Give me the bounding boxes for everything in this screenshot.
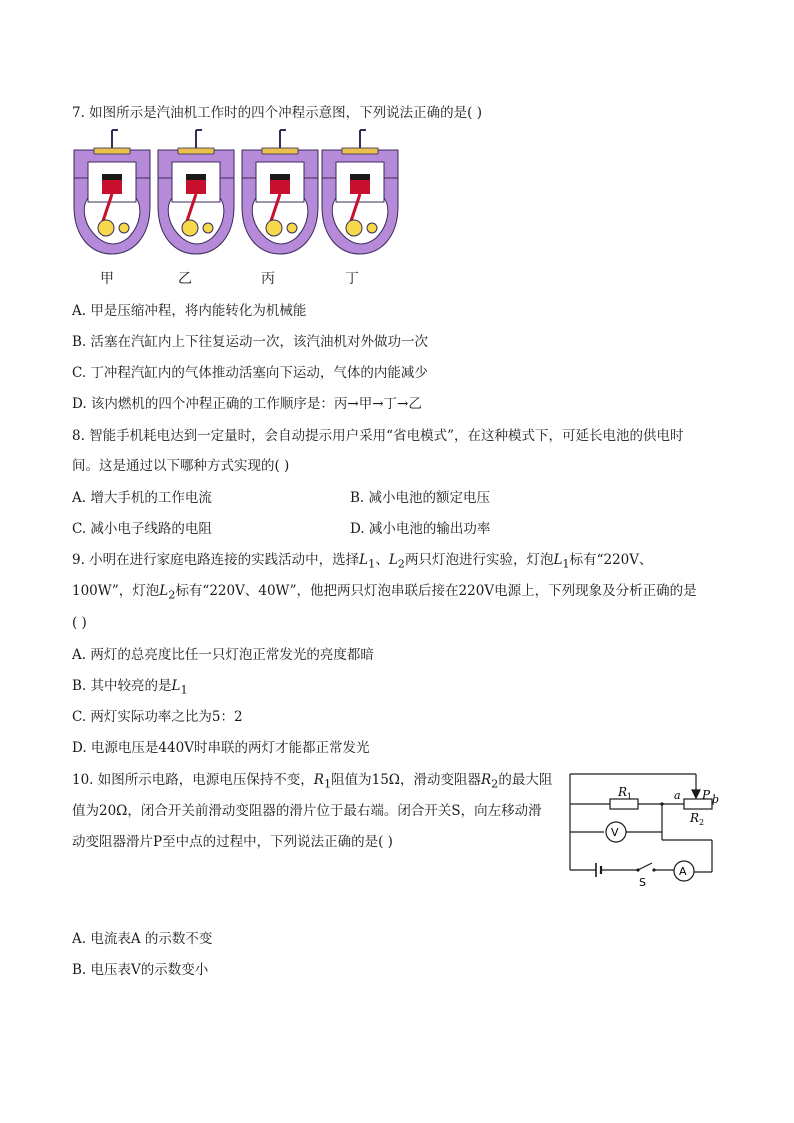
q10-option-a: A. 电流表A 的示数不变 (72, 931, 213, 947)
ammeter-label: A (679, 865, 687, 878)
q9-option-b: B. 其中较亮的是$L_1$ (72, 678, 188, 697)
q7-stem: 7. 如图所示是汽油机工作时的四个冲程示意图，下列说法正确的是( ) (72, 105, 482, 121)
q8-option-a: A. 增大手机的工作电流 (72, 490, 212, 506)
q10-stem-line3: 动变阻器滑片P至中点的过程中，下列说法正确的是( ) (72, 834, 393, 850)
q9-option-a: A. 两灯的总亮度比任一只灯泡正常发光的亮度都暗 (72, 647, 374, 663)
circuit-diagram (566, 770, 720, 889)
engine-label-bing: 丙 (261, 271, 275, 287)
q10-stem-line1: 10. 如图所示电路，电源电压保持不变，$R_1$阻值为15Ω，滑动变阻器$R_2$的最大阻 (72, 772, 553, 791)
q8-option-d: D. 减小电池的输出功率 (350, 521, 491, 537)
engine-label-ding: 丁 (345, 271, 359, 287)
q9-option-d: D. 电源电压是440V时串联的两灯才能都正常发光 (72, 740, 370, 756)
q7-option-c: C. 丁冲程汽缸内的气体推动活塞向下运动，气体的内能减少 (72, 365, 428, 381)
engine-label-jia: 甲 (100, 271, 114, 287)
q8-option-b: B. 减小电池的额定电压 (350, 490, 491, 506)
circuit-r2-label: $R_2$ (690, 811, 705, 827)
q8-stem-line1: 8. 智能手机耗电达到一定量时，会自动提示用户采用“省电模式”，在这种模式下，可延长电池的供电时 (72, 428, 684, 444)
circuit-p-label: P (702, 788, 711, 802)
q7-option-b: B. 活塞在汽缸内上下往复运动一次，该汽油机对外做功一次 (72, 334, 429, 350)
circuit-b-label: b (712, 793, 720, 806)
engine-label-yi: 乙 (178, 271, 192, 287)
q10-option-b: B. 电压表V的示数变小 (72, 962, 209, 978)
q9-stem-line1: 9. 小明在进行家庭电路连接的实践活动中，选择$L_1$、$L_2$两只灯泡进行实验，灯泡$L_1$标有“220V、 (72, 552, 653, 571)
q7-option-d: D. 该内燃机的四个冲程正确的工作顺序是：丙→甲→丁→乙 (72, 396, 422, 412)
q7-option-a: A. 甲是压缩冲程，将内能转化为机械能 (72, 303, 307, 319)
q9-stem-line3: ( ) (72, 615, 87, 631)
engine-strokes-diagram (72, 128, 402, 258)
q8-stem-line2: 间。这是通过以下哪种方式实现的( ) (72, 458, 290, 474)
q9-option-c: C. 两灯实际功率之比为5：2 (72, 709, 243, 725)
circuit-a-label: a (674, 789, 681, 802)
switch-label: S (639, 876, 646, 889)
circuit-r1-label: $R_1$ (618, 785, 633, 801)
q8-option-c: C. 减小电子线路的电阻 (72, 521, 212, 537)
q10-stem-line2: 值为20Ω，闭合开关前滑动变阻器的滑片位于最右端。闭合开关S，向左移动滑 (72, 803, 542, 819)
voltmeter-label: V (611, 826, 619, 839)
q9-stem-line2: 100W”，灯泡$L_2$标有“220V、40W”，他把两只灯泡串联后接在220V电源上，下列现象及分析正确的是 (72, 583, 697, 602)
